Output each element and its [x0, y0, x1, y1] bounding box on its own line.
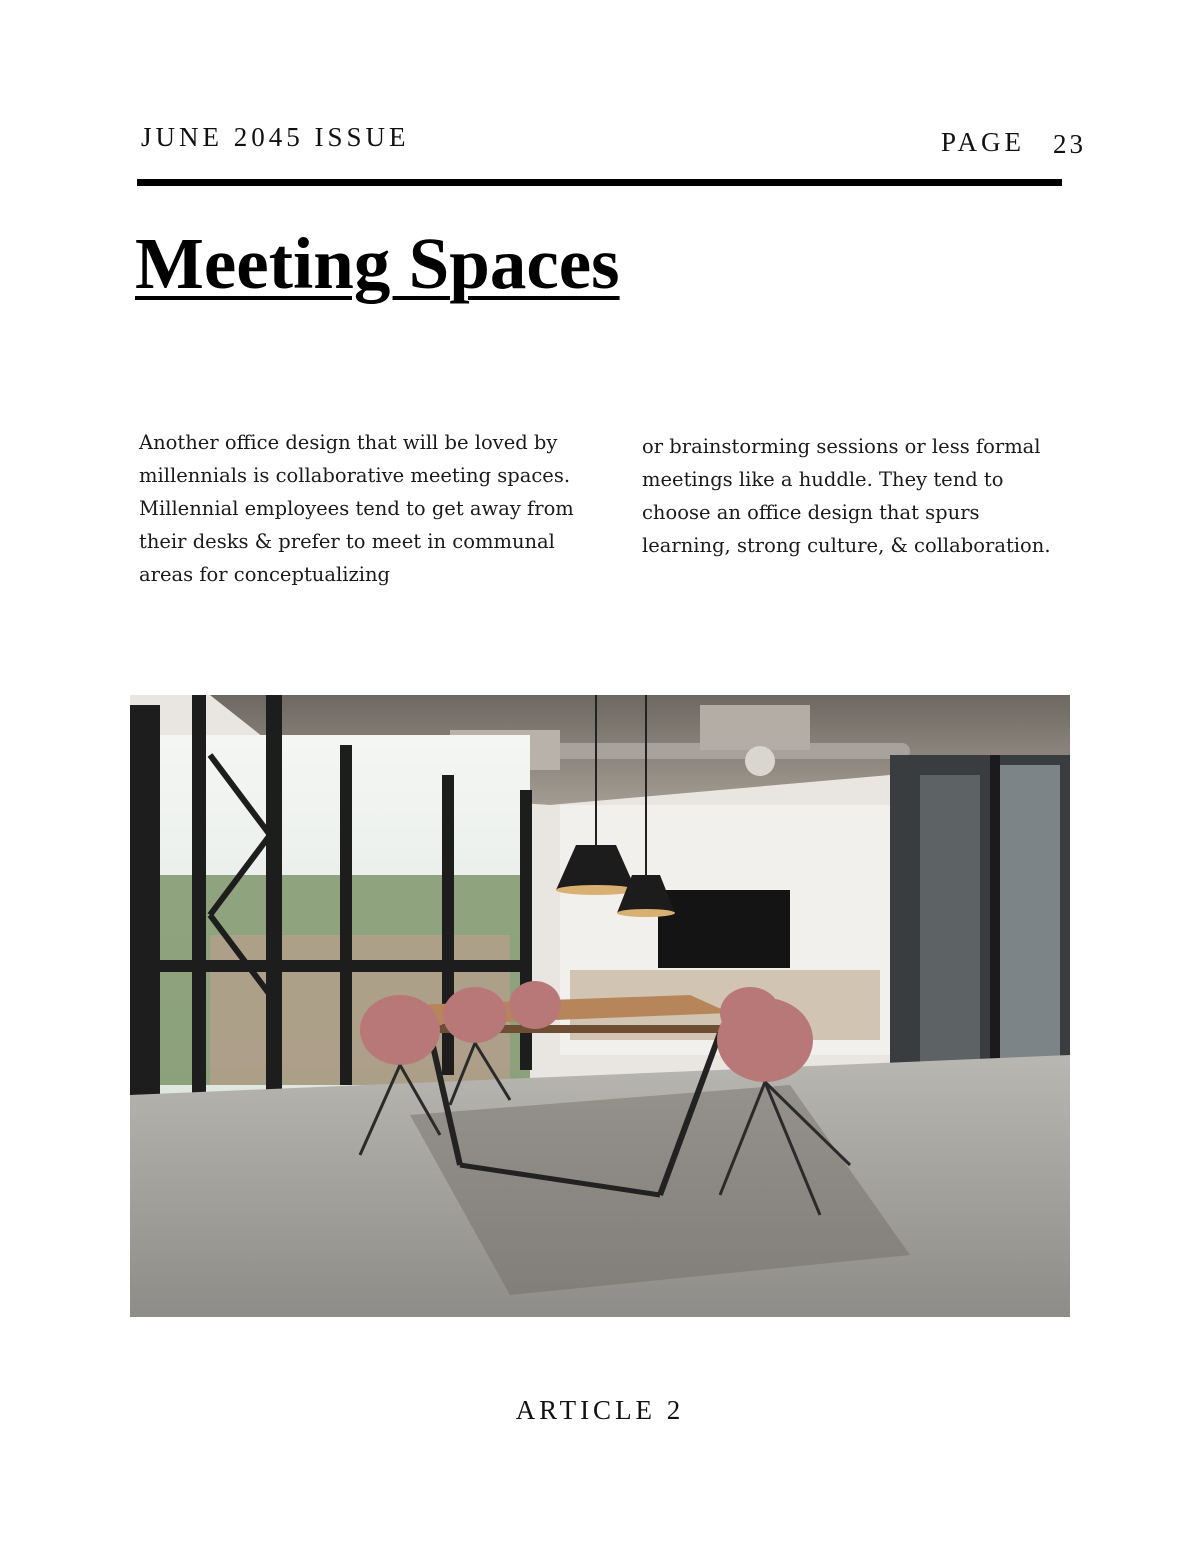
- header-rule: [137, 179, 1062, 186]
- meeting-room-photo: [130, 695, 1070, 1317]
- article-column-right: or brainstorming sessions or less formal meetings like a huddle. They tend to choose an office design that spurs learning, strong culture, & collaboration.: [642, 435, 1051, 557]
- page-number: 23: [1053, 129, 1086, 159]
- issue-label: JUNE 2045 ISSUE: [141, 122, 410, 152]
- article-label: ARTICLE 2: [515, 1395, 685, 1425]
- article-title: Meeting Spaces: [135, 223, 620, 304]
- article-column-left: Another office design that will be loved by millennials is collaborative meeting spaces. Millennial employees tend to get away from their desks & prefer to meet in communal areas for conceptualizing: [139, 431, 574, 586]
- page-label: PAGE: [941, 127, 1026, 157]
